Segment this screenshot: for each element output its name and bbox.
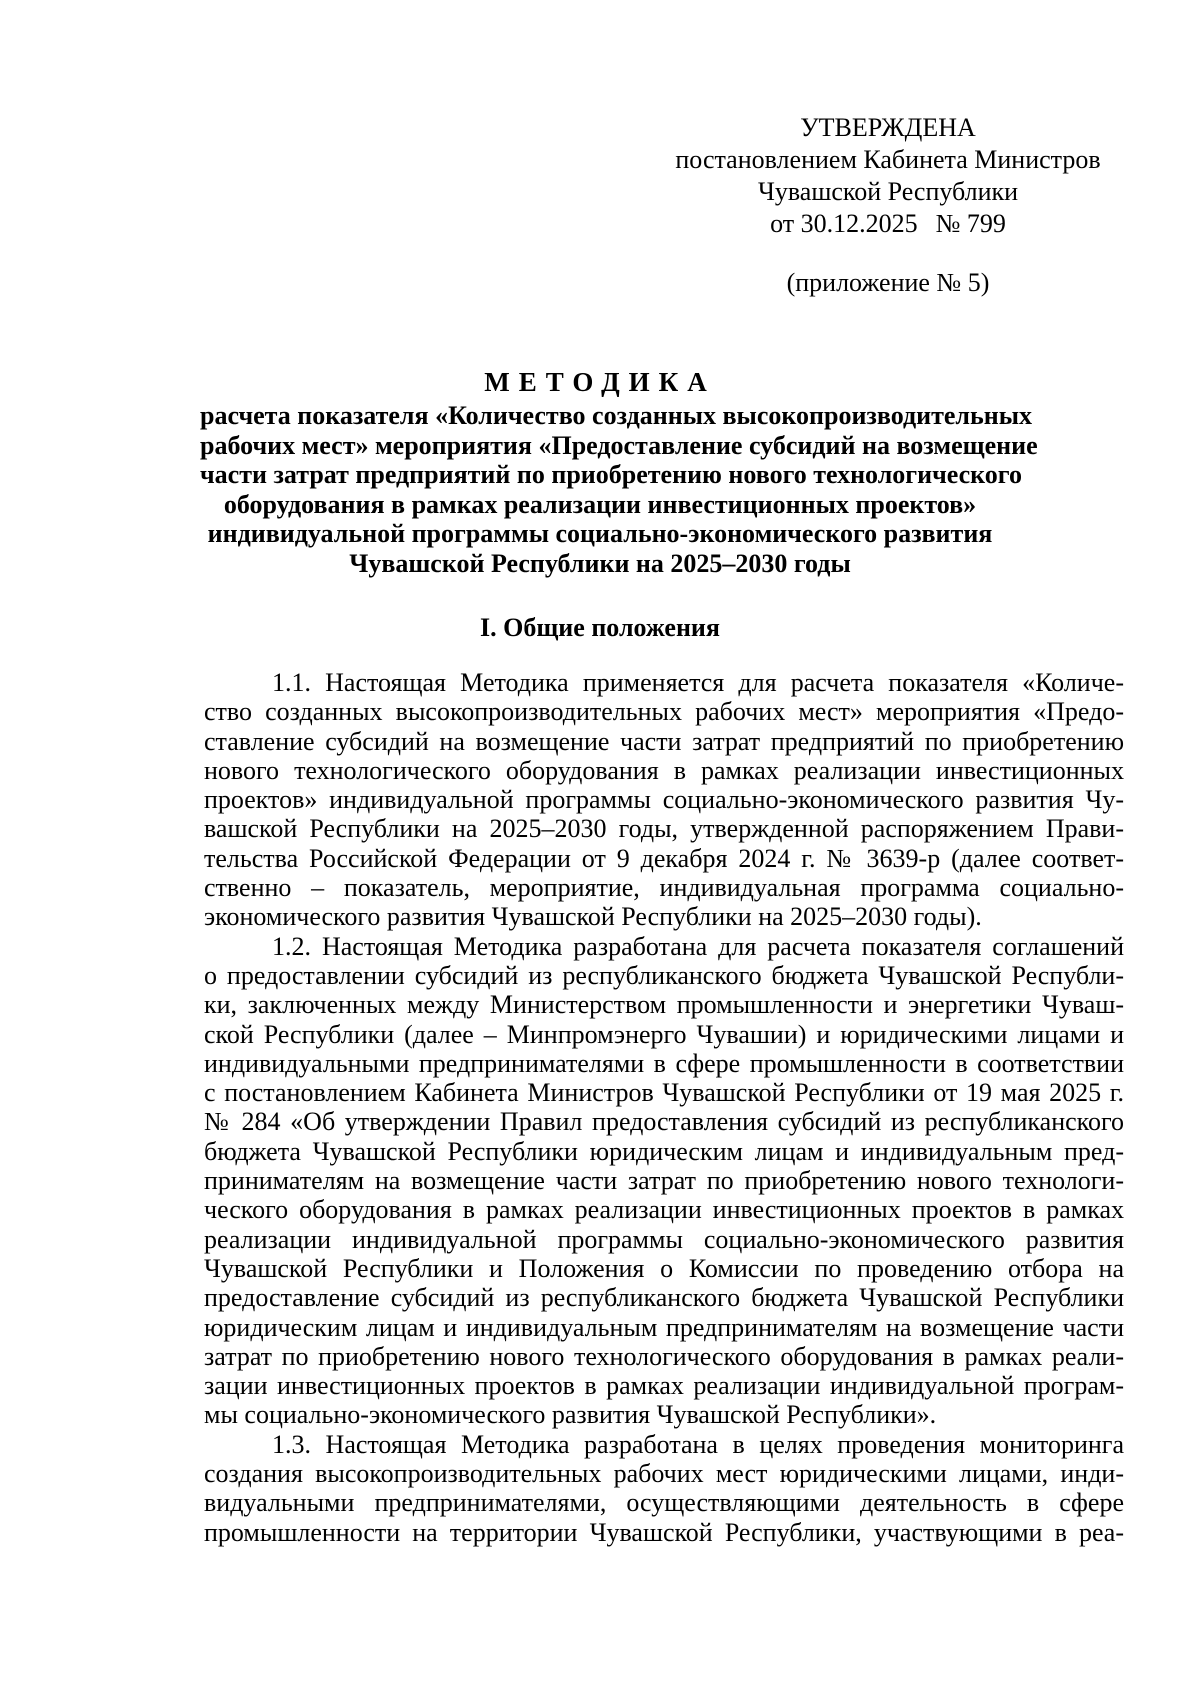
- paragraph-line: 1.1. Настоящая Методика применяется для расчета показателя «Количе-: [272, 668, 1124, 697]
- paragraph-line: проектов» индивидуальной программы социально-экономического развития Чу-: [204, 785, 1124, 815]
- paragraph-line: ство созданных высокопроизводительных рабочих мест» мероприятия «Предо-: [204, 697, 1124, 727]
- approval-status: УТВЕРЖДЕНА: [800, 113, 976, 142]
- title-subtitle: [200, 401, 1038, 578]
- paragraph-1-2: [204, 932, 1124, 1430]
- paragraph-line: мы социально-экономического развития Чувашской Республики».: [204, 1400, 937, 1430]
- paragraph-1-3: [204, 1430, 1124, 1547]
- document-title: [200, 365, 1038, 578]
- title-main: МЕТОДИКА: [484, 367, 716, 397]
- body-text: [204, 668, 1124, 1547]
- subtitle-line: расчета показателя «Количество созданных высокопроизводительных: [200, 401, 1033, 430]
- section-heading: I. Общие положения: [480, 613, 720, 642]
- paragraph-line: промышленности на территории Чувашской Республики, участвующими в реа-: [204, 1517, 1124, 1547]
- paragraph-line: о предоставлении субсидий из республиканского бюджета Чувашской Республи-: [204, 960, 1124, 990]
- paragraph-line: тельства Российской Федерации от 9 декабря 2024 г. № 3639-р (далее соответ-: [204, 843, 1124, 873]
- paragraph-line: ставление субсидий на возмещение части затрат предприятий по приобретению: [204, 726, 1124, 756]
- paragraph-line: бюджета Чувашской Республики юридическим лицам и индивидуальным пред-: [204, 1136, 1124, 1166]
- subtitle-line: оборудования в рамках реализации инвестиционных проектов»: [223, 489, 977, 519]
- approval-number: № 799: [935, 209, 1006, 238]
- paragraph-line: предоставление субсидий из республиканского бюджета Чувашской Республики: [204, 1283, 1124, 1313]
- approval-date: от 30.12.2025: [770, 209, 918, 238]
- paragraph-line: создания высокопроизводительных рабочих мест юридическими лицами, инди-: [204, 1459, 1124, 1489]
- approval-date-number: [668, 208, 1108, 240]
- paragraph-line: ственно – показатель, мероприятие, индивидуальная программа социально-: [204, 873, 1124, 903]
- paragraph-line: затрат по приобретению нового технологического оборудования в рамках реали-: [204, 1341, 1124, 1371]
- paragraph-line: видуальными предпринимателями, осуществляющими деятельность в сфере: [204, 1488, 1124, 1518]
- paragraph-line: реализации индивидуальной программы социально-экономического развития: [204, 1224, 1124, 1254]
- paragraph-line: принимателям на возмещение части затрат по приобретению нового технологи-: [204, 1166, 1124, 1196]
- subtitle-line: части затрат предприятий по приобретению нового технологического: [200, 460, 1022, 489]
- paragraph-line: Чувашской Республики и Положения о Комиссии по проведению отбора на: [204, 1253, 1124, 1283]
- paragraph-line: ческого оборудования в рамках реализации инвестиционных проектов в рамках: [204, 1195, 1124, 1225]
- paragraph-line: 1.2. Настоящая Методика разработана для расчета показателя соглашений: [272, 931, 1124, 961]
- paragraph-line: нового технологического оборудования в рамках реализации инвестиционных: [204, 755, 1124, 785]
- approval-by-line-1: постановлением Кабинета Министров: [675, 145, 1101, 174]
- paragraph-line: экономического развития Чувашской Республики на 2025–2030 годы).: [204, 902, 982, 932]
- paragraph-line: ки, заключенных между Министерством промышленности и энергетики Чуваш-: [204, 990, 1124, 1020]
- paragraph-line: № 284 «Об утверждении Правил предоставления субсидий из республиканского: [204, 1107, 1124, 1137]
- paragraph-line: с постановлением Кабинета Министров Чувашской Республики от 19 мая 2025 г.: [204, 1078, 1124, 1108]
- paragraph-line: 1.3. Настоящая Методика разработана в целях проведения мониторинга: [272, 1429, 1124, 1459]
- paragraph-line: зации инвестиционных проектов в рамках реализации индивидуальной програм-: [204, 1371, 1124, 1401]
- appendix-label: (приложение № 5): [786, 268, 990, 297]
- approval-block: [668, 112, 1108, 299]
- paragraph-line: ской Республики (далее – Минпромэнерго Чувашии) и юридическими лицами и: [204, 1019, 1124, 1049]
- paragraph-line: вашской Республики на 2025–2030 годы, утвержденной распоряжением Прави-: [204, 814, 1124, 844]
- subtitle-line: Чувашской Республики на 2025–2030 годы: [349, 548, 851, 578]
- paragraph-line: индивидуальными предпринимателями в сфере промышленности в соответствии: [204, 1048, 1124, 1078]
- approval-by-line-2: Чувашской Республики: [757, 177, 1019, 206]
- subtitle-line: индивидуальной программы социально-экономического развития: [207, 519, 993, 548]
- paragraph-line: юридическим лицам и индивидуальным предпринимателям на возмещение части: [204, 1312, 1124, 1342]
- paragraph-1-1: [204, 668, 1124, 932]
- subtitle-line: рабочих мест» мероприятия «Предоставление субсидий на возмещение: [200, 430, 1038, 460]
